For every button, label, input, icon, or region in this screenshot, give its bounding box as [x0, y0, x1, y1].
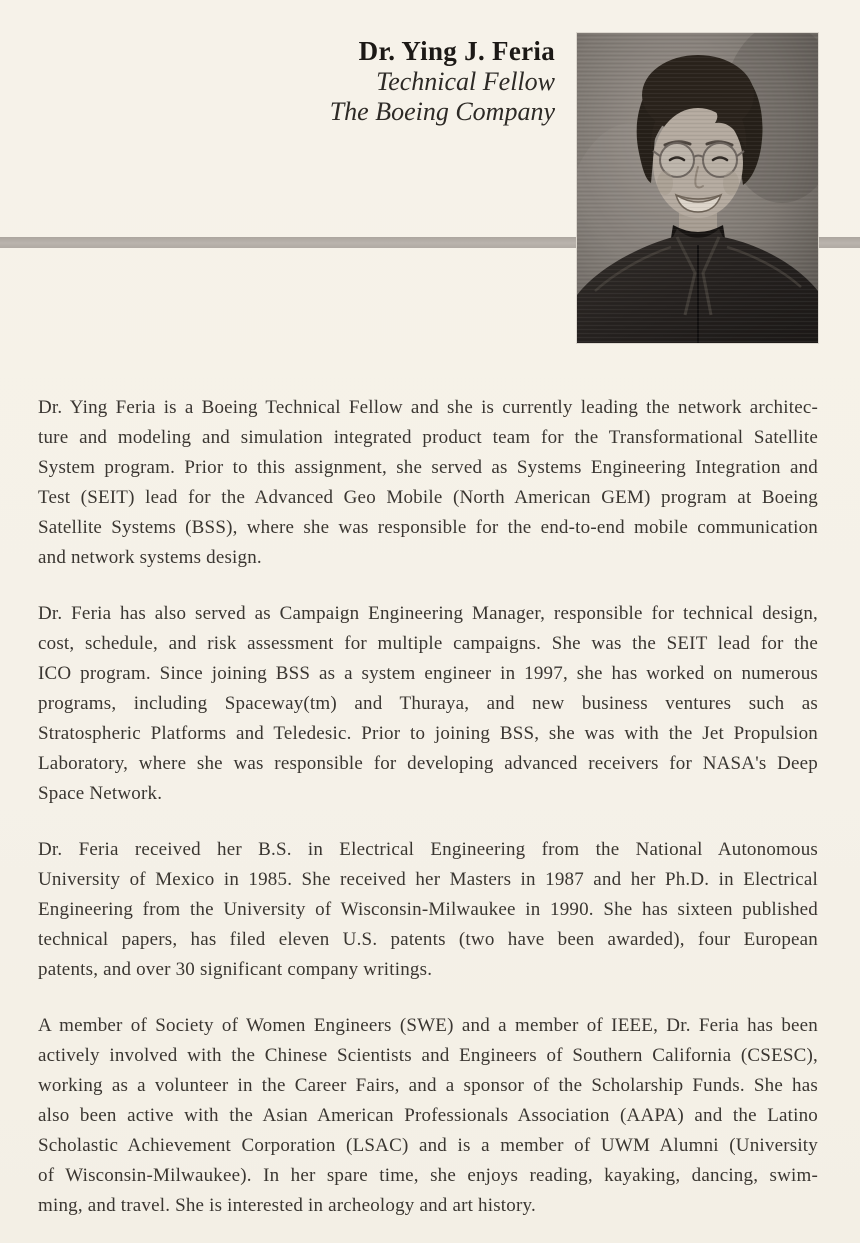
text-line: also been active with the Asian American Professionals Association (AAPA) and the Latino [38, 1105, 818, 1126]
text-line: of Wisconsin-Milwaukee). In her spare time, she enjoys reading, kayaking, dancing, swim- [38, 1165, 818, 1186]
text-line: A member of Society of Women Engineers (SWE) and a member of IEEE, Dr. Feria has been [38, 1015, 818, 1036]
text-line: ture and modeling and simulation integrated product team for the Transformational Satellite [38, 427, 818, 448]
portrait-photo-graphic [577, 33, 818, 343]
text-line: programs, including Spaceway(tm) and Thuraya, and new business ventures such as [38, 693, 818, 714]
text-line: Dr. Feria has also served as Campaign Engineering Manager, responsible for technical design, [38, 603, 818, 624]
paragraph [38, 599, 818, 809]
person-company: The Boeing Company [329, 97, 555, 126]
paragraph [38, 1011, 818, 1221]
text-line: patents, and over 30 significant company writings. [38, 959, 433, 980]
text-line: and network systems design. [38, 547, 262, 568]
header-block [330, 36, 555, 127]
text-line: System program. Prior to this assignment, she served as Systems Engineering Integration and [38, 457, 818, 478]
text-line: actively involved with the Chinese Scientists and Engineers of Southern California (CSESC), [38, 1045, 818, 1066]
text-line: Stratospheric Platforms and Teledesic. Prior to joining BSS, she was with the Jet Propulsion [38, 723, 818, 744]
text-line: Laboratory, where she was responsible for developing advanced receivers for NASA's Deep [38, 753, 818, 774]
biography-text [38, 393, 818, 1243]
paragraph [38, 835, 818, 985]
text-line: Test (SEIT) lead for the Advanced Geo Mobile (North American GEM) program at Boeing [38, 487, 818, 508]
person-title: Technical Fellow [376, 67, 555, 96]
text-line: University of Mexico in 1985. She received her Masters in 1987 and her Ph.D. in Electrical [38, 869, 818, 890]
text-line: ming, and travel. She is interested in archeology and art history. [38, 1195, 536, 1216]
text-line: working as a volunteer in the Career Fairs, and a sponsor of the Scholarship Funds. She has [38, 1075, 818, 1096]
text-line: Dr. Feria received her B.S. in Electrical Engineering from the National Autonomous [38, 839, 818, 860]
paragraph [38, 393, 818, 573]
text-line: Space Network. [38, 783, 163, 804]
text-line: Scholastic Achievement Corporation (LSAC) and is a member of UWM Alumni (University [38, 1135, 818, 1156]
text-line: technical papers, has filed eleven U.S. patents (two have been awarded), four European [38, 929, 818, 950]
text-line: cost, schedule, and risk assessment for multiple campaigns. She was the SEIT lead for the [38, 633, 818, 654]
portrait-photo [577, 33, 818, 343]
person-name: Dr. Ying J. Feria [358, 36, 555, 66]
text-line: ICO program. Since joining BSS as a system engineer in 1997, she has worked on numerous [38, 663, 818, 684]
text-line: Dr. Ying Feria is a Boeing Technical Fellow and she is currently leading the network architec- [38, 397, 818, 418]
text-line: Engineering from the University of Wisconsin-Milwaukee in 1990. She has sixteen published [38, 899, 818, 920]
text-line: Satellite Systems (BSS), where she was responsible for the end-to-end mobile communication [38, 517, 818, 538]
